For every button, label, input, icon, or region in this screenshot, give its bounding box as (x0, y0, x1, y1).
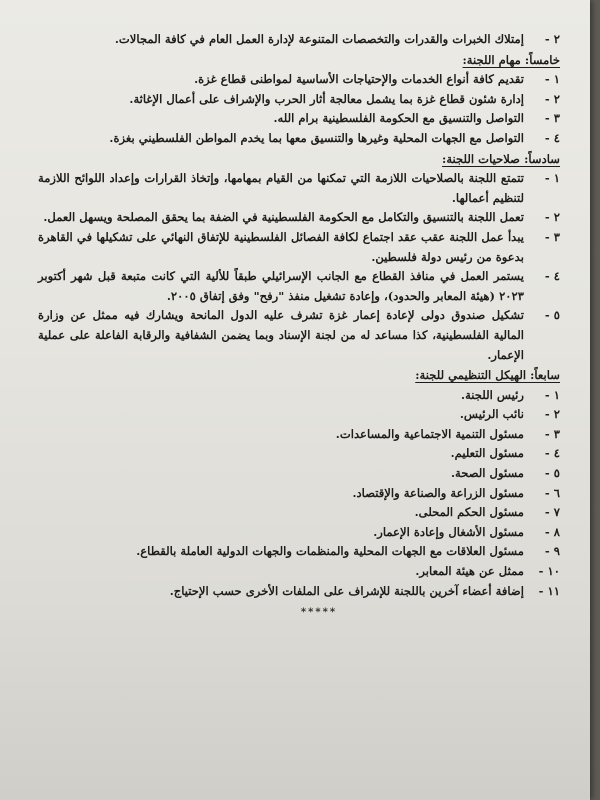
tasks-list (38, 70, 560, 148)
list-item (38, 464, 560, 484)
item-text: نائب الرئيس. (459, 407, 524, 422)
item-text: يستمر العمل في منافذ القطاع مع الجانب الإسرائيلي طبقاً للألية التي كانت متبعة قبل شهر أكتوبر ٢٠٢٣ (هيئة المعابر والحدود)، وإعادة تشغيل منفذ "رفح" وفق إتفاق ٢٠٠٥. (38, 269, 524, 303)
list-item (38, 484, 560, 504)
section-heading-powers: سادساً: صلاحيات اللجنة: (442, 151, 560, 166)
item-number: ٩ - (544, 544, 560, 559)
item-number: ٢ - (544, 91, 560, 106)
list-item (38, 30, 560, 50)
list-item (38, 503, 560, 523)
item-text: إدارة شئون قطاع غزة بما يشمل معالجة أثار الحرب والإشراف على أعمال الإغاثة. (129, 91, 524, 106)
item-number: ٢ - (544, 210, 560, 225)
item-number: ٨ - (544, 524, 560, 539)
item-number: ١١ - (538, 583, 560, 598)
item-text: إضافة أعضاء آخرين باللجنة للإشراف على الملفات الأخرى حسب الإحتياج. (169, 583, 524, 598)
list-item (38, 405, 560, 425)
item-number: ٥ - (544, 308, 560, 323)
item-text: التواصل مع الجهات المحلية وغيرها والتنسيق معها بما يخدم المواطن الفلسطيني بغزة. (109, 130, 524, 145)
item-number: ١ - (544, 387, 560, 402)
document-page (38, 30, 560, 623)
list-item (38, 582, 560, 602)
item-text: مسئول التعليم. (450, 446, 524, 461)
item-number: ٤ - (544, 269, 560, 284)
list-item (38, 444, 560, 464)
list-item (38, 267, 560, 306)
item-number: ٤ - (544, 446, 560, 461)
item-text: التواصل والتنسيق مع الحكومة الفلسطينية برام الله. (273, 111, 524, 126)
list-item (38, 169, 560, 208)
list-item (38, 109, 560, 129)
list-item (38, 386, 560, 406)
item-number: ١ - (544, 171, 560, 186)
item-number: ٤ - (544, 130, 560, 145)
item-text: مسئول الحكم المحلى. (414, 505, 524, 520)
item-text: مسئول التنمية الاجتماعية والمساعدات. (335, 426, 524, 441)
item-number: ٧ - (544, 505, 560, 520)
list-item (38, 306, 560, 365)
item-number: ٢ - (544, 32, 560, 46)
list-item (38, 129, 560, 149)
item-text: مسئول العلاقات مع الجهات المحلية والمنظمات والجهات الدولية العاملة بالقطاع. (136, 544, 524, 559)
item-text: مسئول الزراعة والصناعة والإقتصاد. (352, 485, 524, 500)
item-text: تتمتع اللجنة بالصلاحيات اللازمة التي تمكنها من القيام بمهامها، وإتخاذ القرارات وإعداد اللوائح اللازمة لتنظيم أعمالها. (38, 171, 524, 205)
section-heading-tasks: خامساً: مهام اللجنة: (462, 52, 560, 67)
item-text: ممثل عن هيئة المعابر. (415, 564, 524, 579)
item-text: تعمل اللجنة بالتنسيق والتكامل مع الحكومة الفلسطينية في الضفة بما يحقق المصلحة ويسهل العمل. (43, 210, 524, 225)
item-number: ٥ - (544, 466, 560, 481)
item-number: ١٠ - (538, 564, 560, 579)
end-mark: ***** (300, 607, 338, 619)
list-item (38, 70, 560, 90)
item-number: ٣ - (544, 426, 560, 441)
item-text: يبدأ عمل اللجنة عقب عقد اجتماع لكافة الفصائل الفلسطينية للإتفاق النهائي على تشكيلها في القاهرة بدعوة من رئيس دولة فلسطين. (38, 229, 524, 264)
item-text: مسئول الأشغال وإعادة الإعمار. (373, 524, 524, 539)
item-text: مسئول الصحة. (450, 466, 524, 481)
structure-list (38, 386, 560, 602)
item-number: ٣ - (544, 229, 560, 244)
item-text: تقديم كافة أنواع الخدمات والإحتياجات الأساسية لمواطنى قطاع غزة. (194, 72, 524, 87)
item-number: ٣ - (544, 111, 560, 126)
list-item (38, 542, 560, 562)
list-item (38, 90, 560, 110)
list-item (38, 562, 560, 582)
item-number: ٦ - (544, 485, 560, 500)
list-item (38, 425, 560, 445)
list-item (38, 208, 560, 228)
item-number: ٢ - (544, 407, 560, 422)
list-item (38, 228, 560, 267)
section-heading-structure: سابعاً: الهيكل التنظيمي للجنة: (415, 368, 560, 383)
item-text: تشكيل صندوق دولى لإعادة إعمار غزة تشرف عليه الدول المانحة ويشارك فيه ممثل عن وزارة المالية الفلسطينية، كذا مساعد له من لجنة الإسناد وبما يضمن الشفافية والرقابة الفاعلة على عملية الإعمار. (38, 308, 524, 362)
item-number: ١ - (544, 72, 560, 87)
powers-list (38, 169, 560, 365)
item-text: رئيس اللجنة. (461, 387, 524, 402)
list-item (38, 523, 560, 543)
item-text: إمتلاك الخبرات والقدرات والتخصصات المتنوعة لإدارة العمل العام في كافة المجالات. (114, 32, 524, 46)
